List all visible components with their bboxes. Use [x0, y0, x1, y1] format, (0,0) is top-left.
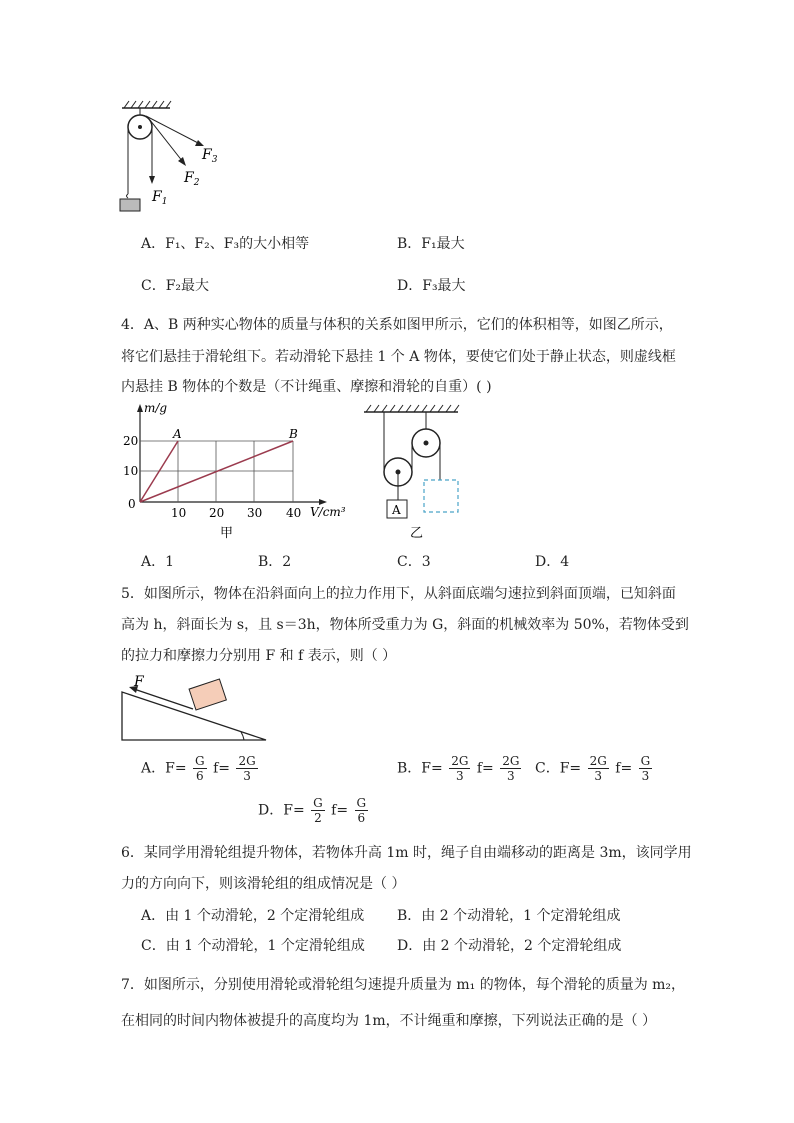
q3-option-b[interactable]: B．F₁最大	[397, 236, 465, 252]
q5-stem-line2: 高为 h，斜面长为 s，且 s＝3h，物体所受重力为 G，斜面的机械效率为 50%，若物体受到	[121, 617, 689, 633]
q6-option-a[interactable]: A．由 1 个动滑轮，2 个定滑轮组成	[141, 908, 365, 924]
q5-option-a[interactable]: A．F= $\frac{G}{6}$ f= $\frac{2G}{3}$	[141, 754, 256, 783]
q4-xtick-40: 40	[286, 506, 302, 520]
q7-stem-line2: 在相同的时间内物体被提升的高度均为 1m，不计绳重和摩擦，下列说法正确的是（ ）	[121, 1013, 657, 1029]
q3-option-c[interactable]: C．F₂最大	[141, 278, 210, 294]
q7-stem-line1: 7．如图所示，分别使用滑轮或滑轮组匀速提升质量为 m₁ 的物体，每个滑轮的质量为 m₂，	[121, 977, 686, 993]
q4-xtick-20: 20	[209, 506, 225, 520]
q5-option-d[interactable]: D．F= $\frac{G}{2}$ f= $\frac{G}{6}$	[258, 796, 367, 825]
q4-point-a: A	[173, 427, 182, 441]
q5-stem-line3: 的拉力和摩擦力分别用 F 和 f 表示，则（ ）	[121, 648, 397, 664]
q5-option-b[interactable]: B．F= $\frac{2G}{3}$ f= $\frac{2G}{3}$	[397, 754, 520, 783]
q4-xtick-30: 30	[247, 506, 263, 520]
q6-stem-line1: 6．某同学用滑轮组提升物体，若物体升高 1m 时，绳子自由端移动的距离是 3m，该同学用	[121, 845, 692, 861]
q4-mass-volume-graph	[118, 398, 358, 540]
q4-stem-line1: 4．A、B 两种实心物体的质量与体积的关系如图甲所示，它们的体积相等，如图乙所示，	[121, 317, 673, 333]
q4-option-a[interactable]: A．1	[141, 554, 175, 570]
q4-point-b: B	[289, 427, 298, 441]
q3-f1-label: $F_1$	[152, 189, 168, 207]
q3-f3-label: $F_3$	[202, 147, 218, 165]
q4-option-c[interactable]: C．3	[397, 554, 431, 570]
q4-pulley-caption: 乙	[410, 526, 424, 541]
q4-block-a-label: A	[392, 503, 401, 517]
q3-f2-label: $F_2$	[184, 170, 200, 188]
q4-dashed-box	[424, 480, 458, 512]
q4-ylabel: m/g	[144, 401, 168, 415]
q4-option-b[interactable]: B．2	[258, 554, 292, 570]
q4-stem-line3: 内悬挂 B 物体的个数是（不计绳重、摩擦和滑轮的自重）( )	[121, 379, 492, 395]
q6-option-b[interactable]: B．由 2 个动滑轮，1 个定滑轮组成	[397, 908, 621, 924]
q4-stem-line2: 将它们悬挂于滑轮组下。若动滑轮下悬挂 1 个 A 物体，要使它们处于静止状态，则虚线框	[121, 349, 676, 365]
q4-line-b	[140, 441, 293, 502]
q4-graph-caption: 甲	[220, 526, 234, 540]
q5-option-c[interactable]: C．F= $\frac{2G}{3}$ f= $\frac{G}{3}$	[535, 754, 651, 783]
q5-stem-line1: 5．如图所示，物体在沿斜面向上的拉力作用下，从斜面底端匀速拉到斜面顶端，已知斜面	[121, 586, 676, 602]
q3-option-a[interactable]: A．F₁、F₂、F₃的大小相等	[141, 236, 310, 252]
q5-incline-figure	[118, 672, 273, 744]
q3-pulley-figure	[110, 98, 230, 216]
q5-force-label: F	[134, 674, 144, 690]
q6-option-d[interactable]: D．由 2 个动滑轮，2 个定滑轮组成	[397, 938, 622, 954]
q4-xlabel: V/cm³	[310, 505, 346, 519]
q4-line-a	[140, 441, 178, 502]
q6-stem-line2: 力的方向向下，则该滑轮组的组成情况是（ ）	[121, 876, 406, 892]
q4-xtick-10: 10	[171, 506, 187, 520]
q4-ytick-20: 20	[123, 434, 139, 448]
q6-option-c[interactable]: C．由 1 个动滑轮，1 个定滑轮组成	[141, 938, 365, 954]
q4-option-d[interactable]: D．4	[535, 554, 570, 570]
q3-option-d[interactable]: D．F₃最大	[397, 278, 466, 294]
q4-origin: 0	[128, 497, 136, 511]
q4-ytick-10: 10	[123, 464, 139, 478]
q4-pulley-system	[360, 402, 470, 542]
